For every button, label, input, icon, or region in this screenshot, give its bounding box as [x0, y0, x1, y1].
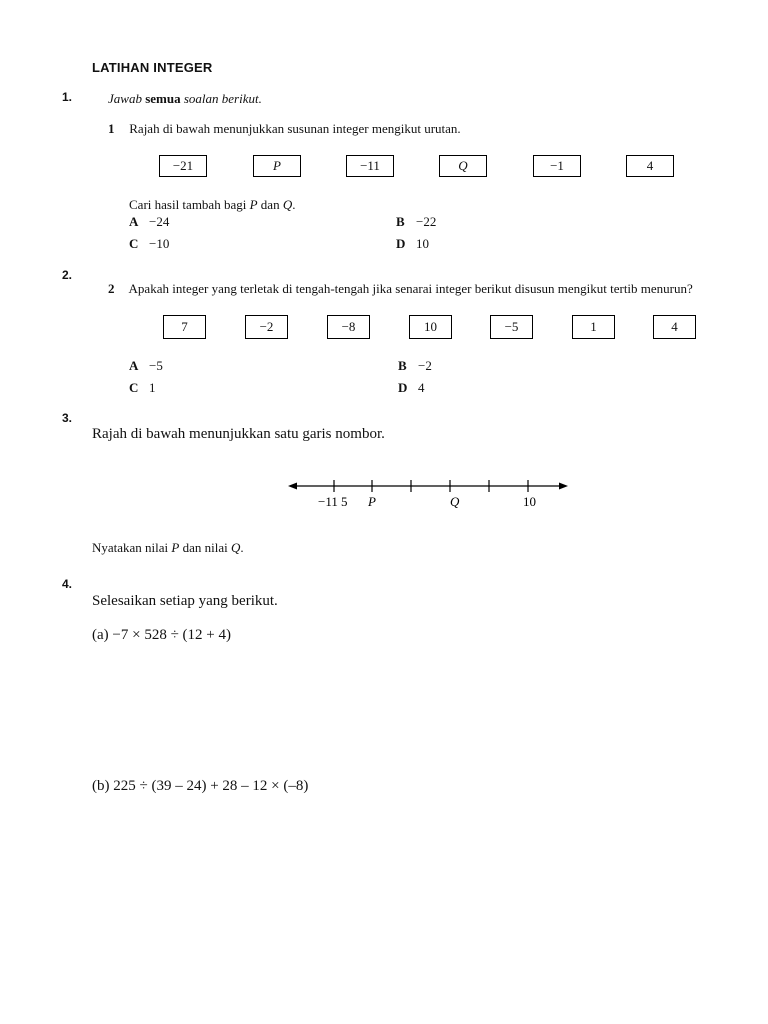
integer-box: −2 [245, 315, 288, 339]
answer-option-a [129, 214, 169, 230]
option-value: −10 [149, 236, 170, 251]
option-value: 4 [418, 380, 425, 395]
answer-option-b [398, 358, 432, 374]
option-value: −2 [418, 358, 432, 373]
option-key: C [129, 236, 139, 251]
option-value: −24 [149, 214, 170, 229]
option-value: −5 [149, 358, 163, 373]
option-key: A [129, 358, 139, 373]
option-key: A [129, 214, 139, 229]
q2-sub-number: 2 [108, 281, 115, 296]
q3-ask-q: Q [231, 540, 241, 555]
tick-label-q: Q [450, 494, 460, 509]
integer-box: −8 [327, 315, 370, 339]
sequence-box: Q [439, 155, 487, 177]
sequence-box: −11 [346, 155, 394, 177]
q3-prompt: Rajah di bawah menunjukkan satu garis nombor. [92, 426, 385, 442]
q3-ask-p: P [171, 540, 180, 555]
option-value: 1 [149, 380, 156, 395]
option-key: B [396, 214, 405, 229]
option-value: −22 [416, 214, 437, 229]
instruction [108, 91, 262, 107]
sequence-box: −1 [533, 155, 581, 177]
q1-ask [129, 197, 295, 213]
instruction-emphasis: semua [145, 91, 181, 106]
sequence-box: −21 [159, 155, 207, 177]
instruction-word: Jawab [108, 91, 142, 106]
tick-label: 5 [341, 494, 348, 509]
question-number-4: 4. [62, 577, 73, 591]
option-value: 10 [416, 236, 429, 251]
q1-prompt-row [108, 121, 461, 137]
integer-box: 10 [409, 315, 452, 339]
q1-ask-prefix: Cari hasil tambah bagi [129, 197, 247, 212]
q2-prompt-row [108, 281, 693, 297]
q3-ask-prefix: Nyatakan nilai [92, 540, 169, 555]
sequence-box: P [253, 155, 301, 177]
q4-part-b: (b) 225 ÷ (39 – 24) + 28 – 12 × (–8) [92, 778, 309, 794]
integer-box: 1 [572, 315, 615, 339]
q1-sub-number: 1 [108, 121, 115, 136]
tick-label: −11 [318, 494, 338, 509]
q1-prompt: Rajah di bawah menunjukkan susunan integer mengikut urutan. [129, 121, 461, 136]
option-key: D [396, 236, 406, 251]
answer-option-c [129, 380, 156, 396]
option-key: C [129, 380, 139, 395]
question-number-1: 1. [62, 90, 73, 104]
integer-box: 7 [163, 315, 206, 339]
integer-box: 4 [653, 315, 696, 339]
integer-box: −5 [490, 315, 533, 339]
tick-label-p: P [368, 494, 376, 509]
q1-ask-mid: dan [260, 197, 280, 212]
q3-ask-end: . [240, 540, 244, 555]
answer-option-b [396, 214, 436, 230]
right-arrow-icon [559, 483, 568, 490]
q1-ask-p: P [249, 197, 258, 212]
tick-label: 10 [523, 494, 536, 509]
q4-part-a: (a) −7 × 528 ÷ (12 + 4) [92, 627, 231, 643]
q3-ask-mid: dan nilai [182, 540, 228, 555]
answer-option-c [129, 236, 169, 252]
question-number-2: 2. [62, 268, 73, 282]
q3-ask [92, 540, 244, 556]
q4-prompt: Selesaikan setiap yang berikut. [92, 593, 278, 609]
option-key: D [398, 380, 408, 395]
instruction-word: soalan berikut. [183, 91, 262, 106]
left-arrow-icon [288, 483, 297, 490]
answer-option-d [398, 380, 425, 396]
page-title: LATIHAN INTEGER [92, 60, 213, 75]
answer-option-d [396, 236, 429, 252]
q1-ask-q: Q [282, 197, 293, 212]
q2-prompt: Apakah integer yang terletak di tengah-tengah jika senarai integer berikut disusun mengikut tertib menurun? [128, 281, 693, 296]
question-number-3: 3. [62, 411, 73, 425]
answer-option-a [129, 358, 163, 374]
sequence-box: 4 [626, 155, 674, 177]
option-key: B [398, 358, 407, 373]
q1-ask-end: . [292, 197, 296, 212]
number-line [284, 474, 574, 520]
